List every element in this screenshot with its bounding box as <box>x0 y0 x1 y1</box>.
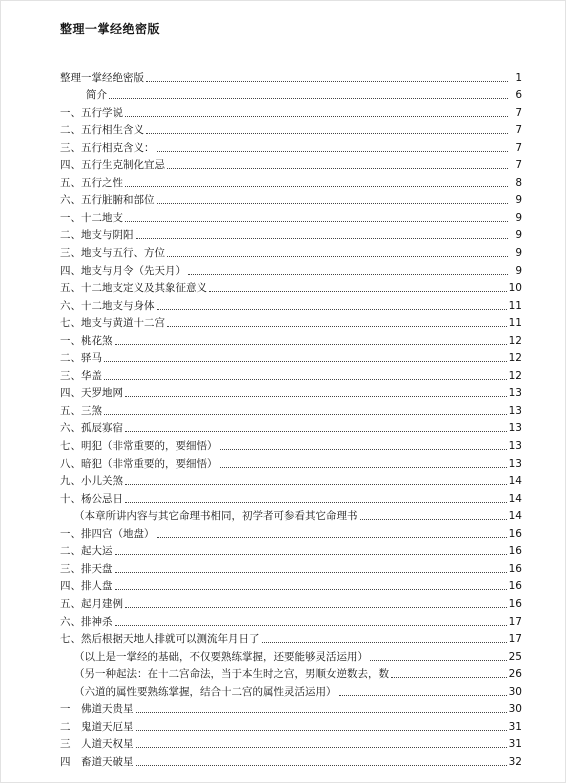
toc-entry-title: 五、五行之性 <box>60 176 123 189</box>
toc-dot-leader <box>136 765 507 766</box>
toc-entry-title: 二、五行相生含义 <box>60 124 144 137</box>
toc-dot-leader <box>125 221 508 222</box>
toc-entry[interactable] <box>60 453 522 471</box>
toc-page-number: 31 <box>508 738 522 751</box>
toc-entry[interactable] <box>60 260 522 278</box>
toc-page-number: 9 <box>515 211 522 224</box>
toc-entry-title: 四、天罗地网 <box>60 387 123 400</box>
toc-entry-title: （本章所讲内容与其它命理书相同，初学者可参看其它命理书 <box>74 510 358 523</box>
toc-entry-title: 二 鬼道天厄星 <box>60 720 134 733</box>
toc-page-number: 12 <box>508 352 522 365</box>
toc-entry-title: 三、排天盘 <box>60 562 113 575</box>
toc-dot-leader <box>125 502 507 503</box>
toc-entry-title: 整理一掌经绝密版 <box>60 71 144 84</box>
toc-entry-title: 七、然后根据天地人排就可以测流年月日了 <box>60 633 260 646</box>
toc-page-number: 16 <box>508 580 522 593</box>
toc-entry[interactable] <box>60 435 522 453</box>
toc-page-number: 14 <box>508 510 522 523</box>
toc-entry-title: 九、小儿关煞 <box>60 475 123 488</box>
toc-dot-leader <box>115 625 507 626</box>
toc-entry-title: 四、排人盘 <box>60 580 113 593</box>
toc-entry[interactable] <box>60 418 522 436</box>
toc-entry-title: 三 人道天权星 <box>60 738 134 751</box>
document-title: 整理一掌经绝密版 <box>60 22 161 36</box>
toc-dot-leader <box>125 431 507 432</box>
toc-dot-leader <box>157 309 507 310</box>
toc-entry-title: 一、排四宫（地盘） <box>60 527 155 540</box>
toc-entry-title: 一、十二地支 <box>60 211 123 224</box>
toc-entry[interactable] <box>60 576 522 594</box>
toc-entry-title: 六、排神杀 <box>60 615 113 628</box>
toc-entry-title: 七、地支与黄道十二宫 <box>60 317 165 330</box>
toc-page-number: 25 <box>508 650 522 663</box>
toc-page-number: 16 <box>508 597 522 610</box>
toc-page-number: 13 <box>508 387 522 400</box>
toc-dot-leader <box>188 274 508 275</box>
toc-entry-title: 四、地支与月令（先天月） <box>60 264 186 277</box>
toc-entry-title: 二、地支与阴阳 <box>60 229 134 242</box>
toc-page-number: 7 <box>515 159 522 172</box>
toc-entry[interactable] <box>60 348 522 366</box>
toc-entry-title: 六、孤辰寡宿 <box>60 422 123 435</box>
toc-entry-title: 简介 <box>86 89 107 102</box>
toc-dot-leader <box>104 414 507 415</box>
toc-dot-leader <box>125 484 507 485</box>
toc-entry-title: 十、杨公忌日 <box>60 492 123 505</box>
toc-dot-leader <box>136 238 509 239</box>
toc-entry[interactable] <box>60 85 522 103</box>
toc-entry[interactable] <box>60 541 522 559</box>
toc-page-number: 7 <box>515 106 522 119</box>
toc-page-number: 1 <box>515 71 522 84</box>
toc-entry-title: 六、五行脏腑和部位 <box>60 194 155 207</box>
toc-entry[interactable] <box>60 593 522 611</box>
toc-dot-leader <box>109 98 508 99</box>
toc-dot-leader <box>146 81 508 82</box>
toc-dot-leader <box>104 379 507 380</box>
toc-entry[interactable] <box>60 295 522 313</box>
toc-entry-title: 二、驿马 <box>60 352 102 365</box>
toc-entry[interactable] <box>60 365 522 383</box>
toc-entry[interactable] <box>60 120 522 138</box>
toc-page-number: 6 <box>515 89 522 102</box>
toc-dot-leader <box>136 747 507 748</box>
toc-entry-title: 八、暗犯（非常重要的，要细悟） <box>60 457 218 470</box>
toc-page-number: 9 <box>515 194 522 207</box>
toc-entry[interactable] <box>60 330 522 348</box>
toc-page-number: 17 <box>508 633 522 646</box>
toc-dot-leader <box>115 554 507 555</box>
toc-dot-leader <box>104 361 507 362</box>
toc-page-number: 16 <box>508 527 522 540</box>
toc-dot-leader <box>125 396 507 397</box>
toc-page-number: 13 <box>508 440 522 453</box>
toc-entry-title: 五、起月建例 <box>60 597 123 610</box>
toc-dot-leader <box>360 519 507 520</box>
toc-entry[interactable] <box>60 172 522 190</box>
toc-entry[interactable] <box>60 664 522 682</box>
toc-entry[interactable] <box>60 734 522 752</box>
toc-dot-leader <box>115 572 507 573</box>
toc-entry[interactable] <box>60 225 522 243</box>
toc-entry[interactable] <box>60 646 522 664</box>
toc-entry-title: 四 畜道天破星 <box>60 755 134 768</box>
toc-dot-leader <box>157 151 509 152</box>
toc-entry[interactable] <box>60 207 522 225</box>
toc-entry[interactable] <box>60 629 522 647</box>
toc-dot-leader <box>125 116 508 117</box>
toc-dot-leader <box>391 677 507 678</box>
toc-dot-leader <box>167 326 507 327</box>
toc-page-number: 12 <box>508 334 522 347</box>
toc-entry-title: （另一种起法：在十二宫命法，当于本生时之宫，男顺女逆数去，数 <box>74 668 389 681</box>
toc-dot-leader <box>262 642 507 643</box>
toc-page-number: 11 <box>508 299 522 312</box>
toc-entry[interactable] <box>60 67 522 85</box>
toc-dot-leader <box>220 467 507 468</box>
toc-entry-title: 三、华盖 <box>60 369 102 382</box>
toc-page-number: 16 <box>508 545 522 558</box>
toc-entry[interactable] <box>60 242 522 260</box>
toc-dot-leader <box>157 203 509 204</box>
toc-page-number: 30 <box>508 685 522 698</box>
toc-page-number: 13 <box>508 457 522 470</box>
toc-page-number: 14 <box>508 492 522 505</box>
toc-entry-title: 五、三煞 <box>60 404 102 417</box>
toc-entry[interactable] <box>60 137 522 155</box>
toc-entry-title: 三、五行相克含义： <box>60 141 155 154</box>
toc-entry-title: 四、五行生克制化宜忌 <box>60 159 165 172</box>
toc-page-number: 13 <box>508 404 522 417</box>
toc-entry[interactable] <box>60 699 522 717</box>
toc-page-number: 31 <box>508 720 522 733</box>
toc-dot-leader <box>167 168 508 169</box>
toc-entry[interactable] <box>60 102 522 120</box>
toc-page-number: 16 <box>508 562 522 575</box>
toc-entry[interactable] <box>60 313 522 331</box>
toc-page-number: 9 <box>515 264 522 277</box>
toc-entry-title: （以上是一掌经的基础，不仅要熟练掌握，还要能够灵活运用） <box>74 650 368 663</box>
toc-entry[interactable] <box>60 523 522 541</box>
toc-entry[interactable] <box>60 278 522 296</box>
toc-entry[interactable] <box>60 488 522 506</box>
toc-page-number: 9 <box>515 229 522 242</box>
toc-dot-leader <box>220 449 507 450</box>
toc-dot-leader <box>209 291 507 292</box>
toc-dot-leader <box>157 537 507 538</box>
toc-entry[interactable] <box>60 611 522 629</box>
toc-entry[interactable] <box>60 716 522 734</box>
toc-page-number: 11 <box>508 317 522 330</box>
toc-entry[interactable] <box>60 506 522 524</box>
toc-entry[interactable] <box>60 471 522 489</box>
toc-dot-leader <box>370 660 507 661</box>
table-of-contents <box>60 67 522 769</box>
toc-dot-leader <box>115 589 507 590</box>
toc-entry-title: 七、明犯（非常重要的，要细悟） <box>60 440 218 453</box>
toc-page-number: 17 <box>508 615 522 628</box>
toc-page-number: 14 <box>508 475 522 488</box>
toc-page-number: 26 <box>508 668 522 681</box>
toc-page-number: 7 <box>515 141 522 154</box>
toc-page-number: 7 <box>515 124 522 137</box>
toc-page-number: 13 <box>508 422 522 435</box>
toc-entry-title: 二、起大运 <box>60 545 113 558</box>
toc-entry-title: 三、地支与五行、方位 <box>60 247 165 260</box>
toc-page-number: 30 <box>508 703 522 716</box>
toc-page-number: 10 <box>508 282 522 295</box>
toc-page-number: 8 <box>515 176 522 189</box>
toc-entry[interactable] <box>60 558 522 576</box>
toc-entry-title: 六、十二地支与身体 <box>60 299 155 312</box>
toc-entry-title: 一 佛道天贵星 <box>60 703 134 716</box>
toc-entry-title: 一、桃花煞 <box>60 334 113 347</box>
toc-entry-title: 一、五行学说 <box>60 106 123 119</box>
toc-page-number: 32 <box>508 755 522 768</box>
toc-entry[interactable] <box>60 190 522 208</box>
toc-entry[interactable] <box>60 681 522 699</box>
toc-dot-leader <box>136 730 507 731</box>
toc-dot-leader <box>167 256 508 257</box>
toc-entry[interactable] <box>60 751 522 769</box>
toc-page-number: 12 <box>508 369 522 382</box>
toc-page-number: 9 <box>515 247 522 260</box>
toc-dot-leader <box>339 695 507 696</box>
toc-dot-leader <box>115 344 507 345</box>
toc-dot-leader <box>146 133 508 134</box>
toc-entry-title: （六道的属性要熟练掌握，结合十二宫的属性灵活运用） <box>74 685 337 698</box>
toc-entry[interactable] <box>60 383 522 401</box>
toc-entry[interactable] <box>60 155 522 173</box>
toc-dot-leader <box>136 712 507 713</box>
toc-entry-title: 五、十二地支定义及其象征意义 <box>60 282 207 295</box>
toc-dot-leader <box>125 607 507 608</box>
toc-entry[interactable] <box>60 400 522 418</box>
toc-dot-leader <box>125 186 508 187</box>
